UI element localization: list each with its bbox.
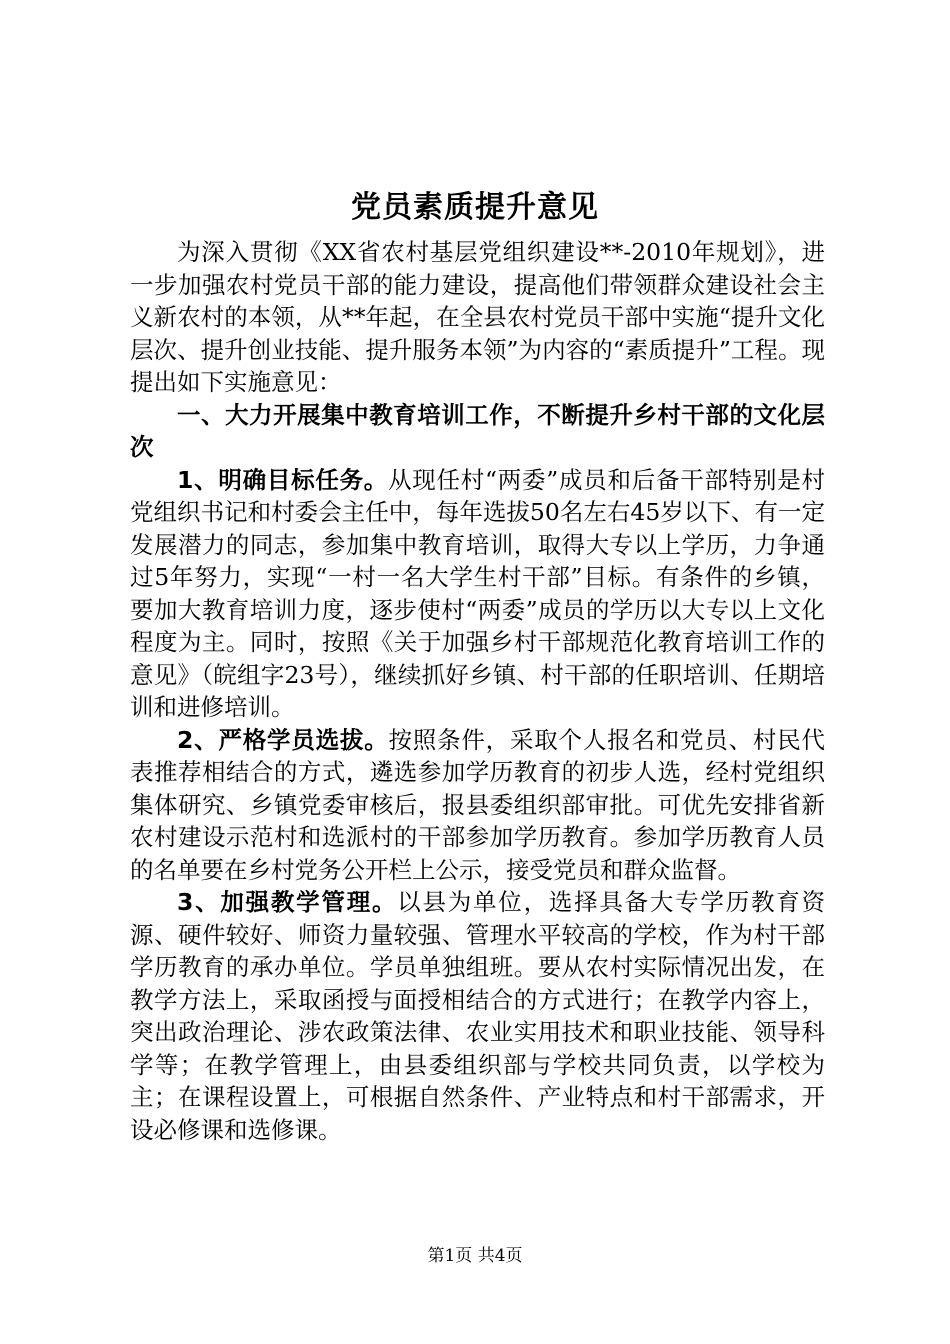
page-number-footer: 第1页 共4页 [427, 1246, 523, 1266]
item-text: 按照条件，采取个人报名和党员、村民代表推荐相结合的方式，遴选参加学历教育的初步人选，经村党组织集体研究、乡镇党委审核后，报县委组织部审批。可优先安排省新农村建设示范村和选派村的干部参加学历教育。参加学历教育人员的名单要在乡村党务公开栏上公示，接受党员和群众监督。 [130, 725, 825, 884]
document-body [130, 236, 825, 1146]
item-paragraph-2 [130, 724, 825, 887]
intro-paragraph: 为深入贯彻《XX省农村基层党组织建设**-2010年规划》，进一步加强农村党员干部的能力建设，提高他们带领群众建设社会主义新农村的本领，从**年起，在全县农村党员干部中实施“提升文化层次、提升创业技能、提升服务本领”为内容的“素质提升”工程。现提出如下实施意见： [130, 238, 825, 396]
item-lead: 2、严格学员选拔。 [177, 725, 389, 754]
item-text: 从现任村“两委”成员和后备干部特别是村党组织书记和村委会主任中，每年选拔50名左右45岁以下、有一定发展潜力的同志，参加集中教育培训，取得大专以上学历，力争通过5年努力，实现“一村一名大学生村干部”目标。有条件的乡镇，要加大教育培训力度，逐步使村“两委”成员的学历以大专以上文化程度为主。同时，按照《关于加强乡村干部规范化教育培训工作的意见》（皖组字23号），继续抓好乡镇、村干部的任职培训、任期培训和进修培训。 [130, 465, 825, 721]
item-text: 以县为单位，选择具备大专学历教育资源、硬件较好、师资力量较强、管理水平较高的学校，作为村干部学历教育的承办单位。学员单独组班。要从农村实际情况出发，在教学方法上，采取函授与面授相结合的方式进行；在教学内容上，突出政治理论、涉农政策法律、农业实用技术和职业技能、领导科学等；在教学管理上，由县委组织部与学校共同负责，以学校为主；在课程设置上，可根据自然条件、产业特点和村干部需求，开设必修课和选修课。 [130, 888, 825, 1144]
item-paragraph-1 [130, 464, 825, 724]
section-heading: 一、大力开展集中教育培训工作，不断提升乡村干部的文化层次 [130, 400, 825, 461]
item-paragraph-3 [130, 886, 825, 1146]
item-lead: 1、明确目标任务。 [177, 465, 389, 494]
document-title: 党员素质提升意见 [351, 190, 599, 225]
item-lead: 3、加强教学管理。 [177, 888, 398, 916]
